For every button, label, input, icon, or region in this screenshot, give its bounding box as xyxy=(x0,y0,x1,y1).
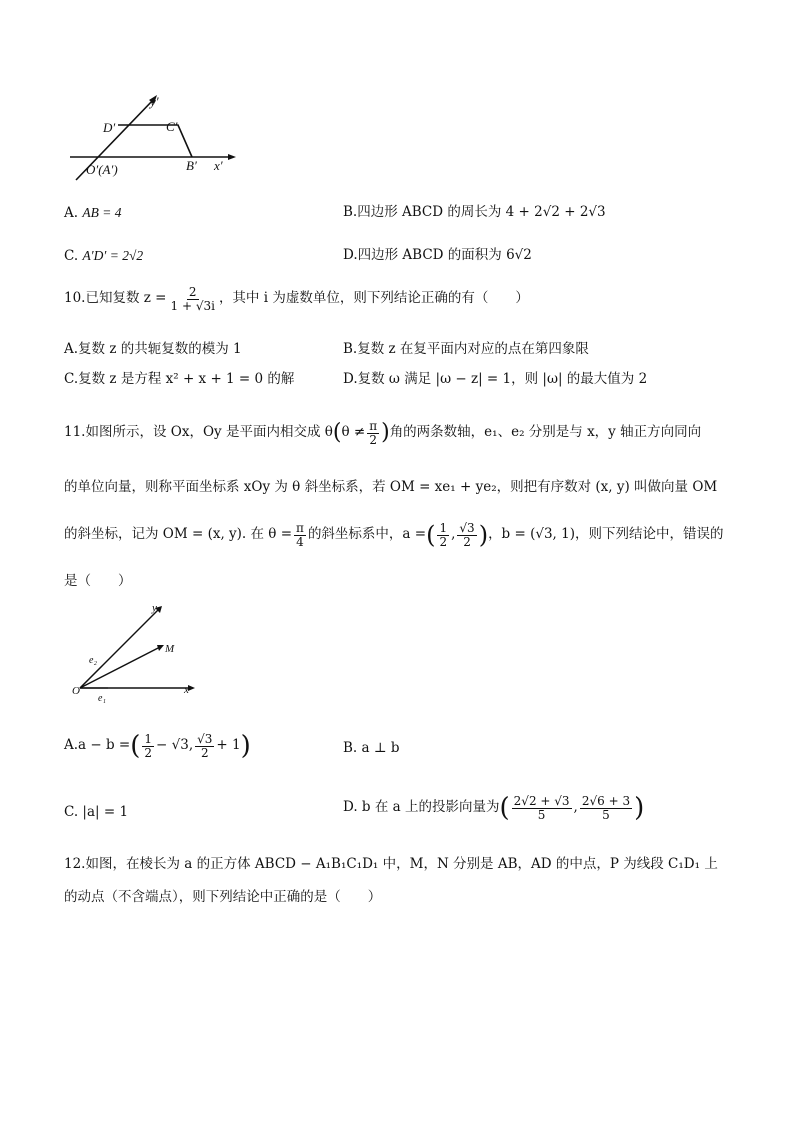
denominator: 2 xyxy=(200,745,209,760)
option-text: 四边形 ABCD 的周长为 4 + 2√2 + 2√3 xyxy=(357,204,606,220)
q9-option-a xyxy=(64,206,121,221)
fraction xyxy=(512,795,572,821)
stem-text: ，其中 i 为虚数单位，则下列结论正确的有（ ） xyxy=(218,290,529,307)
option-letter: D. xyxy=(343,247,358,263)
q12-line-1 xyxy=(64,858,718,872)
numerator: π xyxy=(369,419,378,433)
numerator: 1 xyxy=(439,521,448,535)
figure2-label-o: O xyxy=(72,685,80,697)
figure2-label-x: x xyxy=(184,684,189,696)
figure1-label-c: C′ xyxy=(166,119,178,134)
q10-stem xyxy=(64,286,529,312)
q11-line-1: 11. 如图所示，设 Ox，Oy 是平面内相交成 θ ( θ ≠ $\frac{\pi}{2}$ ) 角的两条数轴，e₁、e₂ 分别是与 x，y 轴正方向同向 xyxy=(64,419,702,447)
stem-text: θ ≠ xyxy=(341,424,366,441)
stem-text: 如图所示，设 Ox，Oy 是平面内相交成 θ xyxy=(85,424,333,441)
question-number: 10. xyxy=(64,290,86,307)
option-letter: B. xyxy=(343,341,358,357)
q10-option-c xyxy=(64,373,294,387)
stem-text: 的斜坐标系中，a = xyxy=(307,526,427,543)
q9-option-d xyxy=(343,249,532,263)
denominator: 5 xyxy=(537,807,546,822)
denominator: 2 xyxy=(144,745,153,760)
option-letter: D. xyxy=(343,371,358,387)
option-text: A′D′ = 2√2 xyxy=(82,248,144,263)
stem-text: ，b = (√3, 1)，则下列结论中，错误的 xyxy=(488,526,724,543)
numerator: 2√6 + 3 xyxy=(581,794,631,808)
fraction xyxy=(580,795,632,821)
q11-line-2: 的单位向量，则称平面坐标系 xOy 为 θ 斜坐标系，若 OM = xe₁ + ye₂，则把有序数对 (x, y) 叫做向量 OM xyxy=(64,479,718,495)
stem-text: 的斜坐标，记为 OM = (x, y). 在 θ = xyxy=(64,526,293,543)
denominator: 2 xyxy=(463,534,471,549)
question-number: 11. xyxy=(64,424,86,441)
stem-text: 如图，在棱长为 a 的正方体 ABCD − A₁B₁C₁D₁ 中，M，N 分别是 AB，AD 的中点，P 为线段 C₁D₁ 上 xyxy=(85,856,718,872)
numerator: π xyxy=(296,521,304,535)
figure2-label-e1: e₁ xyxy=(98,693,106,704)
option-letter: A. xyxy=(64,737,79,754)
option-text: 复数 z 在复平面内对应的点在第四象限 xyxy=(357,341,589,357)
stem-text: 已知复数 z = xyxy=(85,290,167,307)
question-number: 12. xyxy=(64,856,86,872)
q11-line-4: 是（ ） xyxy=(64,573,132,589)
stem-text: 角的两条数轴，e₁、e₂ 分别是与 x，y 轴正方向同向 xyxy=(389,424,702,441)
fraction xyxy=(294,522,306,548)
q11-option-d: D. b 在 a 上的投影向量为 ( $\frac{2√2 + √3}{5}$ , $\frac{2√6 + 3}{5}$ ) xyxy=(343,793,645,824)
numerator: 2√2 + √3 xyxy=(513,794,570,808)
fraction xyxy=(457,522,476,548)
numerator: 1 xyxy=(144,732,153,746)
figure1-label-d: D′ xyxy=(103,120,116,135)
option-text: 复数 z 是方程 x² + x + 1 = 0 的解 xyxy=(78,371,295,387)
oblique-axes-figure xyxy=(64,598,204,702)
figure1-label-b: B′ xyxy=(186,158,197,173)
fraction xyxy=(142,733,154,759)
option-text: 四边形 ABCD 的面积为 6√2 xyxy=(357,247,532,263)
q11-option-a: A. a − b = ( $\frac{1}{2}$ − √3, $\frac{√3}{2}$ + 1 ) xyxy=(64,731,251,762)
option-text: + 1 xyxy=(216,737,241,754)
q11-option-b: B. a ⊥ b xyxy=(343,740,400,756)
option-text: a − b = xyxy=(78,737,131,754)
fraction xyxy=(367,420,379,446)
option-letter: B. xyxy=(343,204,358,220)
option-text: AB = 4 xyxy=(82,205,122,220)
denominator: 5 xyxy=(602,807,610,822)
q11-option-c: C. |a| = 1 xyxy=(64,804,129,820)
figure1-label-x: x′ xyxy=(214,158,223,173)
fraction xyxy=(195,733,214,759)
figure2-label-e2: e₂ xyxy=(89,655,97,666)
option-text: 复数 z 的共轭复数的模为 1 xyxy=(78,341,242,357)
figure1-label-y: y′ xyxy=(150,94,159,109)
fraction xyxy=(169,286,217,312)
option-letter: C. xyxy=(64,248,79,264)
denominator: 2 xyxy=(439,534,448,549)
q9-option-c xyxy=(64,249,143,264)
fraction xyxy=(437,522,449,548)
q12-line-2: 的动点（不含端点），则下列结论中正确的是（ ） xyxy=(64,889,382,905)
q10-option-d xyxy=(343,373,647,387)
option-text: D. b 在 a 上的投影向量为 xyxy=(343,799,500,816)
q9-option-b xyxy=(343,206,606,220)
denominator: 1 + √3i xyxy=(170,298,215,313)
option-letter: A. xyxy=(64,205,79,221)
figure2-label-m: M xyxy=(165,643,175,655)
figure1-label-o: O′(A′) xyxy=(86,162,118,177)
q11-line-3: 的斜坐标，记为 OM = (x, y). 在 θ = $\frac{\pi}{4}$ 的斜坐标系中，a = ( $\frac{1}{2}$ , $\frac{√3}{2}$ ) ，b = (√3, 1)，则下列结论中，错误的 xyxy=(64,521,724,550)
denominator: 4 xyxy=(296,534,304,549)
q10-option-a xyxy=(64,343,242,357)
numerator: √3 xyxy=(197,732,213,746)
option-letter: A. xyxy=(64,341,79,357)
denominator: 2 xyxy=(369,432,377,447)
option-letter: C. xyxy=(64,371,79,387)
q10-option-b xyxy=(343,343,589,357)
figure2-label-y: y xyxy=(152,602,157,614)
option-text: − √3, xyxy=(156,737,194,754)
option-text: 复数 ω 满足 |ω − z| = 1，则 |ω| 的最大值为 2 xyxy=(357,371,648,387)
numerator: 2 xyxy=(188,285,197,299)
numerator: √3 xyxy=(459,521,475,535)
